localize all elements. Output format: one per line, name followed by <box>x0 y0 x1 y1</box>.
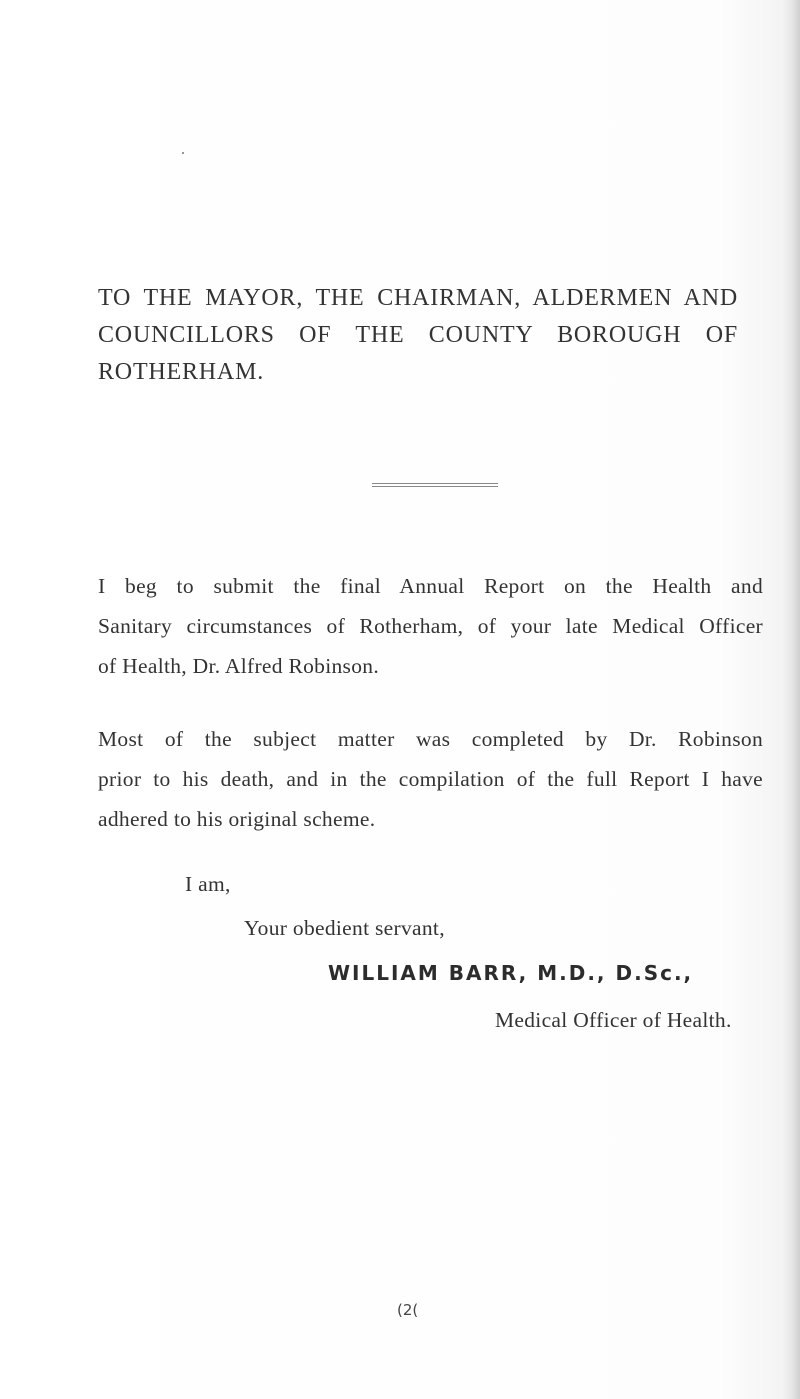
paragraph-line: of Health, Dr. Alfred Robinson. <box>98 654 379 678</box>
paragraph-line: prior to his death, and in the compilation of the full Report I have <box>98 767 763 791</box>
divider-rule-top <box>372 483 498 484</box>
address-block <box>98 280 738 391</box>
complimentary-close: Your obedient servant, <box>244 916 445 940</box>
address-line-2: COUNCILLORS OF THE COUNTY BOROUGH OF <box>98 322 738 348</box>
divider-rule-bottom <box>372 486 498 487</box>
signature-name: WILLIAM BARR, M.D., D.Sc., <box>328 961 694 985</box>
address-line-3: ROTHERHAM. <box>98 359 265 385</box>
closing-salutation: I am, <box>185 872 231 896</box>
paragraph-line: I beg to submit the final Annual Report on the Health and <box>98 574 763 598</box>
address-line-1: TO THE MAYOR, THE CHAIRMAN, ALDERMEN AND <box>98 285 738 311</box>
page-edge-shadow <box>782 0 800 1399</box>
signature-title: Medical Officer of Health. <box>495 1008 732 1032</box>
paragraph-submission <box>98 566 763 686</box>
speck-mark <box>182 152 184 154</box>
paragraph-compilation <box>98 719 763 839</box>
paragraph-line: Sanitary circumstances of Rotherham, of your late Medical Officer <box>98 614 763 638</box>
paragraph-line: Most of the subject matter was completed by Dr. Robinson <box>98 727 763 751</box>
page-number: (2( <box>397 1301 419 1319</box>
paragraph-line: adhered to his original scheme. <box>98 807 376 831</box>
